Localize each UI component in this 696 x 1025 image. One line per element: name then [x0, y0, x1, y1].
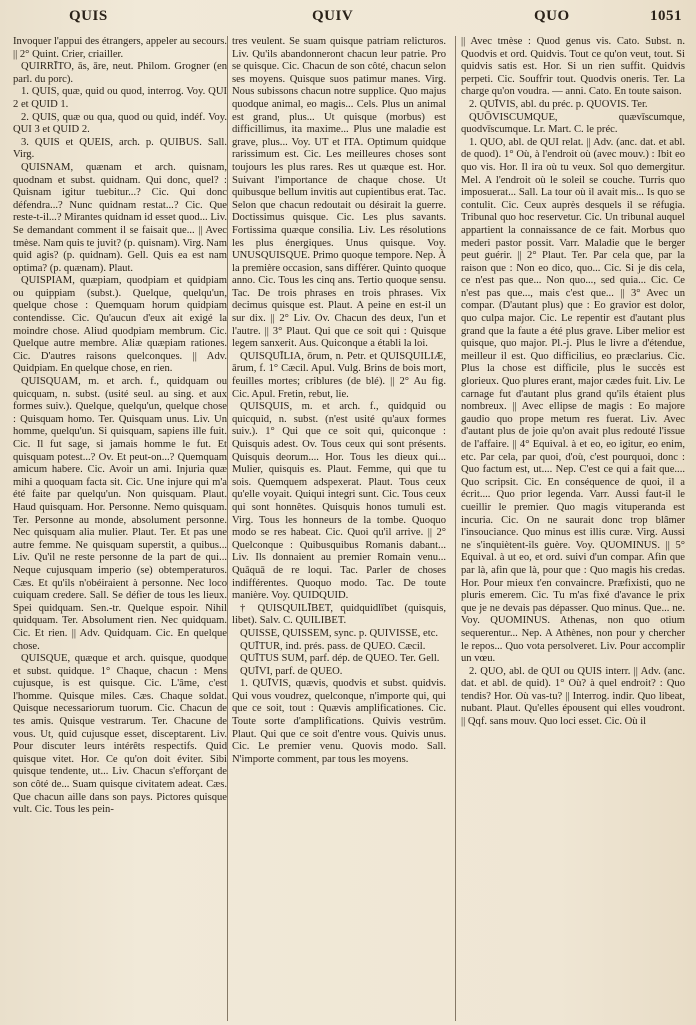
- entry-paragraph: 1. QUĪVIS, quævis, quodvis et subst. quidvis. Qui vous voudrez, quelconque, n'importe qui, qui que ce soit, tout : Quævis amplificationes. Cic. Toute sorte d'amplifications. Quivis vestrūm. Plaut. Qui que ce soit d'entre vous. Quivis unus. Cic. Le premier venu. Quovis modo. Sall. N'importe comment, par tous les moyens.: [232, 678, 446, 765]
- right-headword: QUO: [534, 8, 570, 24]
- page-number: 1051: [650, 8, 682, 24]
- column-middle: [232, 36, 446, 1016]
- entry-paragraph: tres veulent. Se suam quisque patriam relicturos. Liv. Qu'ils abandonneront chacun leur patrie. Pro se quisque. Cic. Chacun de son côté, chacun selon ses moyens. Quisque suos patimur manes. Virg. Nous subissons chacun notre supplice. Quo majus quodque animal, eo magis... Cels. Plus un animal est grand, plus... Ut quisque (morbus) est difficillimus, ita maxime... Plus une maladie est grave, plus... Voy. UT et ITA. Optimum quidque rarissimum est. Cic. Les meilleures choses sont toujours les plus rares. Res ut quæque est. Hor. Suivant l'importance de chaque chose. Ut quibusque bellum invitis aut cupientibus erat. Tac. Selon que chacun redoutait ou désirait la guerre. Doctissimus quisque. Cic. Les plus savants. Fortissima quæque consilia. Liv. Les résolutions les plus énergiques. Unus quisque. Voy. UNUSQUISQUE. Primo quoque tempore. Nep. À la première occasion, sans différer. Quinto quoque anno. Cic. Tous les cinq ans. Tertio quoque sensu. Tac. De trois phrases en trois phrases. Vix decimus quisque est. Plaut. A peine en est-il un sur dix. || 2° Liv. Ov. Chacun des deux, l'un et l'autre. || 3° Plaut. Qui que ce soit qui : Quisque legem sanxerit. Aus. Quiconque a établi la loi.: [232, 36, 446, 350]
- entry-paragraph: QUŌVISCUMQUE, quævīscumque, quodvīscumque. Lr. Mart. C. le préc.: [461, 111, 685, 136]
- column-divider: [227, 36, 228, 1021]
- entry-paragraph: 1. QUO, abl. de QUI relat. || Adv. (anc. dat. et abl. de quod). 1° Où, à l'endroit où (avec mouv.) : Ibit eo quo vis. Hor. Il ira où tu veux. Sol quo demergitur. Mel. A l'endroit où le soleil se couche. Turris quo imposuerat... Sall. La tour où il avait mis... Is quo se contulit. Cic. Ceux auprès desquels il se réfugia. Tribunal quo hoc reservetur. Cic. Un tribunal auquel appartient la connaissance de ce fait. Morbus quo mederi pastor possit. Varr. Maladie que le berger peut guérir. || 2° Plaut. Ter. Par cela que, par la raison que : Non eo dico, quo... Cic. Si je dis cela, ce n'est pas que... Non quo..., sed quia... Cic. Ce n'est pas que..., mais c'est que... || 3° Avec un compar. (D'autant plus) que : Eo gravior est dolor, quo culpa major. Cic. Le repentir est d'autant plus grand que la faute a été plus grave. Liber melior est quisque, quo major. Pl.-j. Plus le livre a d'étendue, meilleur il est. Quo difficilius, eo præclarius. Cic. Plus la chose est difficile, plus le succès est glorieux. Quo plures erant, major cædes fuit. Liv. Le carnage fut d'autant plus grand qu'ils étaient plus nombreux. || Avec ellipse de magis : Eo majore gaudio quo prope metum res fuerat. Liv. Avec d'autant plus de joie qu'on avait plus redouté l'issue de l'affaire. || 4° Equival. à et eo, eo igitur, eo enim, etc. Par cela, par quoi, d'où, c'est pourquoi, donc : Quo factum est, ut.... Nep. C'est ce qui a fait que.... Quo scripsit. Cic. En conséquence de quoi, il a écrit.... Quo prior legenda. Varr. Aussi faut-il le cueillir le premier. Quo magis vituperanda est incuria. Cic. On ne saurait donc trop blâmer l'insouciance. Quo minus est illis curæ. Virg. Aussi ne s'inquiètent-ils guère. Voy. QUOMINUS. || 5° Equival. à ut eo, et ord. suivi d'un compar. Afin que par là, afin que là, pour que : Quo magis his credas. Hor. Pour mieux t'en convaincre. Præfixisti, quo ne pluris emerem. Cic. Tu m'as fixé d'avance le prix que je ne devais pas dépasser. Quo minus. Que... ne. Voy. QUOMINUS. Athenas, non quo otium sequerentur... Nep. A Athènes, non pour y chercher le repos... Quo vota persolveret. Liv. Pour accomplir un vœu.: [461, 136, 685, 665]
- entry-paragraph: QUISNAM, quænam et arch. quisnam, quodnam et subst. quidnam. Qui donc, quel? : Quisnam igitur tuebitur...? Cic. Qui donc défendra...? Nunc quidnam restat...? Cic. Que reste-t-il...? Mirantes quidnam id esset quod... Liv. Se demandant comment il se faisait que... || Avec tmèse. Nam quis te juvit? (p. quisnam). Virg. Nam quid agis? (p. quidnam). Gell. Quis ea est nam optima? (p. quænam). Plaut.: [13, 161, 227, 274]
- entry-paragraph: QUISPIAM, quæpiam, quodpiam et quidpiam ou quippiam (subst.). Quelque, quelqu'un, quelque chose : Quemquam horum quidpiam contendisse. Cic. Qu'aucun d'eux ait exigé la moindre chose. Aliud quodpiam membrum. Cic. Quelque autre membre. Aliæ quæpiam rationes. Cic. D'autres raisons quelconques. || Adv. Quidpiam. En quelque chose, en rien.: [13, 275, 227, 375]
- entry-paragraph: QUĪTUS SUM, parf. dép. de QUEO. Ter. Gell.: [240, 653, 440, 665]
- entry-paragraph: QUĪVI, parf. de QUEO.: [240, 665, 343, 677]
- entry-paragraph: Invoquer l'appui des étrangers, appeler au secours. || 2° Quint. Crier, criailler.: [13, 36, 227, 60]
- running-header: [14, 8, 682, 34]
- column-right: [461, 36, 685, 1016]
- left-headword: QUIS: [69, 8, 108, 24]
- entry-paragraph: QUISQUAM, m. et arch. f., quidquam ou quicquam, n. subst. (usité seul. au sing. et aux formes suiv.). Quelque, quelqu'un, quelque chose : Quisquam homo. Ter. Quisquam unus. Liv. Un homme, quelqu'un. Si quisquam, sapiens ille fuit. Cic. Il fut sage, si jamais homme le fut. Et quisquam potest...? Ov. Et peut-on...? Quemquam amicum habere. Cic. Avoir un ami. Injuria quæ mihi a quoquam facta sit. Cic. Une injure qui m'a été faite par quelqu'un. Non quisquam. Plaut. Haud quisquam. Hor. Personne. Nemo quisquam. Ter. Personne au monde, absolument personne. Nec quisquam alia mulier. Plaut. Ter. Et pas une autre femme. Ne quisquam superstit, a quibus... Liv. Qu'il ne reste personne de la part de qui... Neque cujusquam imperio (se) obtemperaturos. Cæs. Et qu'ils n'obéiraient à personne. Nec loco cuiquam credere. Sall. Se défier de tous les lieux. Spei quidquam. Sen.-tr. Quelque espoir. Nihil quidquam. Ter. Absolument rien. Nec quidquam. Cic. Et rien. || Adv. Quidquam. Cic. En quelque chose.: [13, 376, 227, 652]
- entry-paragraph: 2. QUO, abl. de QUI ou QUIS interr. || Adv. (anc. dat. et abl. de quid). 1° Où? à quel endroit? : Quo tendis? Hor. Où vas-tu? || Interrog. indir. Quo libeat, nubant. Plaut. Qu'elles épousent qui elles voudront. || Qqf. sans mouv. Quo loci esset. Cic. Où il: [461, 665, 685, 728]
- entry-paragraph: 3. QUIS et QUEIS, arch. p. QUIBUS. Sall. Virg.: [13, 136, 227, 161]
- entry-paragraph: QUISSE, QUISSEM, sync. p. QUIVISSE, etc.: [240, 627, 439, 639]
- entry-paragraph: QUISQUE, quæque et arch. quisque, quodque et subst. quidque. 1° Chaque, chacun : Mens cujusque, is est quisque. Cic. L'âme, c'est l'homme. Quisque miles. Cæs. Chaque soldat. Quisque necessariorum tuorum. Cic. Chacun de tes amis. Quisque vestrarum. Ter. Chacune de vous. Ut, quid cujusque esset, disceptarent. Liv. Pour discuter leurs intérêts respectifs. Quid quisque vitet. Hor. Ce qu'on doit éviter. Sibi quisque tendente, ut... Liv. Chacun s'efforçant de son côté de... Suam quisque civitatem adeat. Cæs. Que chacun aille dans son pays. Pictores quisque vult. Cic. Tous les pein-: [13, 653, 227, 816]
- entry-paragraph: QUISQUIS, m. et arch. f., quidquid ou quicquid, n. subst. (n'est usité qu'aux formes suiv.). 1° Qui que ce soit qui, quiconque : Quisquis adest. Ov. Tous ceux qui sont présents. Quisquis deorum.... Hor. Tous les dieux qui... Mulier, quisquis es. Plaut. Femme, qui que tu sois. Quemquem adspexerat. Plaut. Tous ceux qu'elle voyait. Quiqui integri sunt. Cic. Tous ceux qui sont honnêtes. Quisquis honos tumuli est. Virg. Tous les honneurs de la tombe. Quoquo modo se res habeat. Cic. Quoi qu'il arrive. || 2° Quelconque : Quibusquibus Romanis dabant... Liv. Ils donnaient au premier Romain venu... Quāquā de re loqui. Tac. Parler de choses indifférentes. Quoquo modo. Tac. De toute manière. Voy. QUIDQUID.: [232, 401, 446, 602]
- entry-paragraph: || Avec tmèse : Quod genus vis. Cato. Subst. n. Quodvis et ord. Quidvis. Tout ce qu'on veut, tout. Si quidvis satis est. Hor. Si un rien suffit. Quidvis perpeti. Cic. Souffrir tout. Quodvis oneris. Ter. La charge qu'on voudra. — anni. Cato. En toute saison.: [461, 36, 685, 98]
- entry-paragraph: QUĪTUR, ind. prés. pass. de QUEO. Cæcil.: [240, 640, 426, 652]
- entry-paragraph: QUISQUĪLIA, ōrum, n. Petr. et QUISQUILIÆ, ārum, f. 1° Cæcil. Apul. Vulg. Brins de bois mort, feuilles mortes; criblures (de blé). || 2° Au fig. Cic. Apul. Fretin, rebut, lie.: [232, 350, 446, 400]
- column-left: [13, 36, 227, 1016]
- column-divider: [455, 36, 456, 1021]
- entry-paragraph: † QUISQUILĪBET, quidquidlībet (quisquis, libet). Salv. C. QUILIBET.: [232, 602, 446, 627]
- entry-paragraph: 1. QUIS, quæ, quid ou quod, interrog. Voy. QUI 2 et QUID 1.: [13, 86, 227, 110]
- entry-paragraph: 2. QUIS, quæ ou qua, quod ou quid, indéf. Voy. QUI 3 et QUID 2.: [13, 111, 227, 136]
- entry-paragraph: QUIRRĪTO, ās, āre, neut. Philom. Grogner (en parl. du porc).: [13, 61, 227, 85]
- entry-paragraph: 2. QUĪVIS, abl. du préc. p. QUOVIS. Ter.: [469, 98, 648, 110]
- center-headword: QUIV: [312, 8, 354, 24]
